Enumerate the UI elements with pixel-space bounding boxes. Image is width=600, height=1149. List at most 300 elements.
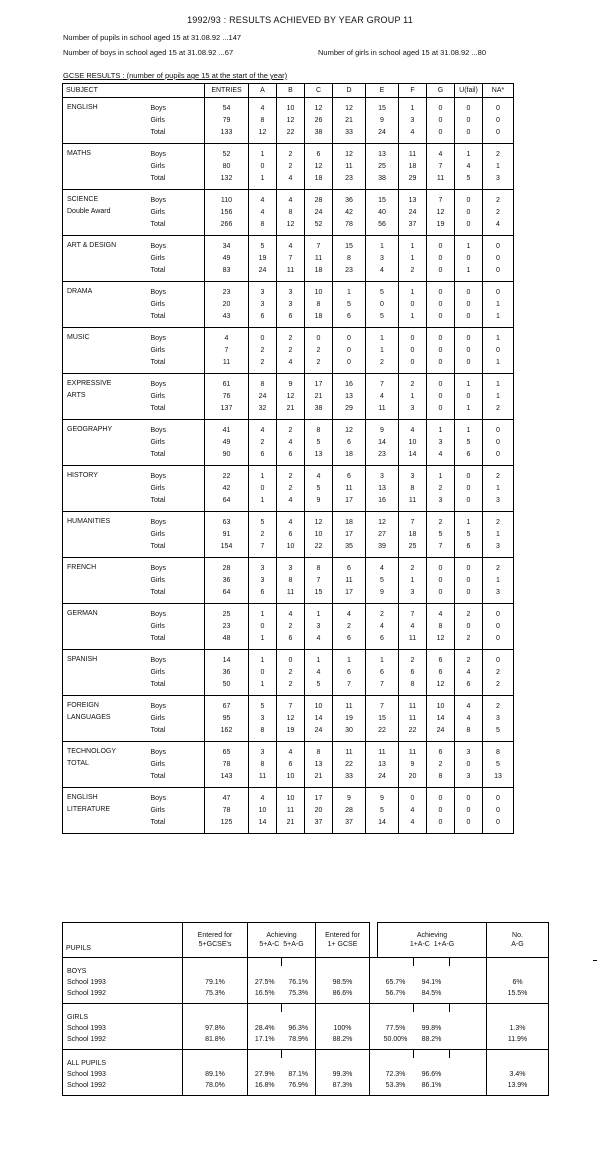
grade-d-cell: 36	[333, 190, 366, 207]
header-text: 5+A-G	[283, 941, 304, 948]
grade-g-cell: 0	[427, 236, 455, 253]
header-grade-c: C	[305, 84, 333, 98]
grade-f-cell: 4	[399, 126, 427, 144]
grade-c-cell: 1	[305, 604, 333, 621]
grade-a-cell: 1	[249, 678, 277, 696]
grade-b-cell: 11	[277, 586, 305, 604]
gender-label: Girls	[149, 620, 205, 632]
subject-name	[63, 604, 149, 650]
grade-d-cell: 17	[333, 528, 366, 540]
grade-f-cell: 2	[399, 558, 427, 575]
grade-f-cell: 0	[399, 344, 427, 356]
grade-c-cell: 13	[305, 758, 333, 770]
grade-e-cell: 2	[366, 604, 399, 621]
na-cell: 0	[483, 620, 514, 632]
u-fail-cell: 5	[455, 436, 483, 448]
grade-e-cell: 25	[366, 160, 399, 172]
grade-g-cell: 19	[427, 218, 455, 236]
gender-label: Boys	[149, 328, 205, 345]
grade-e-cell: 14	[366, 436, 399, 448]
grade-b-cell: 3	[277, 298, 305, 310]
grade-c-cell: 8	[305, 420, 333, 437]
grade-d-cell: 33	[333, 126, 366, 144]
grade-g-cell: 11	[427, 172, 455, 190]
grade-g-cell: 4	[427, 604, 455, 621]
entries-cell: 78	[205, 804, 249, 816]
grade-e-cell: 23	[366, 448, 399, 466]
grade-c-cell: 10	[305, 282, 333, 299]
subject-name	[63, 374, 149, 420]
grade-g-cell: 3	[427, 494, 455, 512]
grade-c-cell: 12	[305, 512, 333, 529]
gcse-results-label: GCSE RESULTS : (number of pupils age 15 at the start of the year)	[63, 71, 288, 80]
u-fail-cell: 0	[455, 816, 483, 834]
na-cell: 3	[483, 494, 514, 512]
subject-name	[63, 98, 149, 144]
achieving-5-ac-cell: 16.5%	[248, 988, 282, 1004]
grade-b-cell: 3	[277, 558, 305, 575]
grade-a-cell: 8	[249, 724, 277, 742]
grade-a-cell: 6	[249, 310, 277, 328]
subject-name-line: LANGUAGES	[67, 714, 111, 721]
grade-f-cell: 6	[399, 666, 427, 678]
subject-name-line: LITERATURE	[67, 806, 111, 813]
no-a-g-cell: 1.3%	[487, 1023, 549, 1034]
grade-c-cell: 18	[305, 172, 333, 190]
gender-label: Girls	[149, 574, 205, 586]
grade-c-cell: 52	[305, 218, 333, 236]
u-fail-cell: 1	[455, 420, 483, 437]
grade-a-cell: 32	[249, 402, 277, 420]
na-cell: 0	[483, 282, 514, 299]
entered-1-cell: 100%	[316, 1023, 370, 1034]
grade-a-cell: 3	[249, 282, 277, 299]
na-cell: 2	[483, 678, 514, 696]
grade-a-cell: 3	[249, 742, 277, 759]
grade-e-cell: 3	[366, 466, 399, 483]
grade-c-cell: 3	[305, 620, 333, 632]
subject-name-line: ENGLISH	[67, 104, 98, 111]
u-fail-cell: 6	[455, 448, 483, 466]
gender-label: Boys	[149, 144, 205, 161]
grade-e-cell: 27	[366, 528, 399, 540]
pupil-group-row	[63, 1058, 549, 1069]
na-cell: 0	[483, 236, 514, 253]
u-fail-cell: 0	[455, 126, 483, 144]
grade-c-cell: 18	[305, 264, 333, 282]
pupils-summary-table	[62, 922, 549, 1096]
entries-cell: 42	[205, 482, 249, 494]
na-cell: 1	[483, 298, 514, 310]
grade-c-cell: 26	[305, 114, 333, 126]
na-cell: 5	[483, 724, 514, 742]
na-cell: 1	[483, 528, 514, 540]
pupil-group-row	[63, 966, 549, 977]
na-cell: 1	[483, 390, 514, 402]
subject-row	[63, 282, 549, 299]
grade-g-cell: 0	[427, 298, 455, 310]
grade-c-cell: 5	[305, 482, 333, 494]
grade-b-cell: 6	[277, 448, 305, 466]
grade-b-cell: 4	[277, 742, 305, 759]
header-text: 1+A-G	[433, 941, 455, 948]
grade-d-cell: 4	[333, 604, 366, 621]
grade-e-cell: 24	[366, 770, 399, 788]
grade-a-cell: 6	[249, 586, 277, 604]
u-fail-cell: 0	[455, 758, 483, 770]
achieving-1-ac-cell: 56.7%	[378, 988, 414, 1004]
grade-f-cell: 11	[399, 696, 427, 713]
na-cell: 0	[483, 420, 514, 437]
na-cell: 0	[483, 264, 514, 282]
entries-cell: 76	[205, 390, 249, 402]
grade-e-cell: 13	[366, 758, 399, 770]
subject-name-line: TOTAL	[67, 760, 89, 767]
grade-a-cell: 2	[249, 344, 277, 356]
gender-label: Total	[149, 632, 205, 650]
gender-label: Total	[149, 816, 205, 834]
gender-label: Total	[149, 126, 205, 144]
gender-label: Boys	[149, 788, 205, 805]
grade-f-cell: 8	[399, 678, 427, 696]
grade-a-cell: 12	[249, 126, 277, 144]
u-fail-cell: 4	[455, 712, 483, 724]
grade-f-cell: 3	[399, 402, 427, 420]
pupil-group-name: ALL PUPILS	[63, 1058, 183, 1069]
grade-d-cell: 6	[333, 466, 366, 483]
subject-row	[63, 788, 549, 805]
u-fail-cell: 3	[455, 770, 483, 788]
grade-g-cell: 0	[427, 558, 455, 575]
grade-a-cell: 1	[249, 494, 277, 512]
grade-d-cell: 78	[333, 218, 366, 236]
entries-cell: 91	[205, 528, 249, 540]
grade-d-cell: 9	[333, 788, 366, 805]
gender-label: Total	[149, 448, 205, 466]
grade-e-cell: 5	[366, 282, 399, 299]
grade-d-cell: 17	[333, 586, 366, 604]
grade-a-cell: 0	[249, 666, 277, 678]
achieving-5-ac-cell: 17.1%	[248, 1034, 282, 1050]
header-u-fail: U(fail)	[455, 84, 483, 98]
na-cell: 0	[483, 436, 514, 448]
header-text: 1+A-C	[409, 941, 430, 948]
girls-count-line: Number of girls in school aged 15 at 31.08.92 ...80	[318, 48, 487, 57]
grade-b-cell: 12	[277, 390, 305, 402]
achieving-1-ac-cell: 72.3%	[385, 1071, 406, 1078]
entries-cell: 43	[205, 310, 249, 328]
grade-e-cell: 22	[366, 724, 399, 742]
grade-d-cell: 7	[333, 678, 366, 696]
grade-e-cell: 15	[366, 190, 399, 207]
grade-f-cell: 1	[399, 252, 427, 264]
grade-g-cell: 12	[427, 206, 455, 218]
grade-e-cell: 5	[366, 310, 399, 328]
grade-b-cell: 12	[277, 712, 305, 724]
entries-cell: 34	[205, 236, 249, 253]
grade-b-cell: 6	[277, 528, 305, 540]
gender-label: Boys	[149, 98, 205, 115]
subject-name-line: FOREIGN	[67, 702, 99, 709]
pupil-group-row	[63, 1012, 549, 1023]
grade-g-cell: 8	[427, 620, 455, 632]
u-fail-cell: 1	[455, 402, 483, 420]
grade-e-cell: 4	[366, 264, 399, 282]
entries-cell: 156	[205, 206, 249, 218]
u-fail-cell: 1	[455, 264, 483, 282]
grade-f-cell: 0	[399, 788, 427, 805]
grade-a-cell: 3	[249, 574, 277, 586]
grade-g-cell: 6	[427, 650, 455, 667]
grade-f-cell: 22	[399, 724, 427, 742]
grade-f-cell: 9	[399, 758, 427, 770]
na-cell: 0	[483, 816, 514, 834]
grade-e-cell: 2	[366, 356, 399, 374]
grade-f-cell: 1	[399, 574, 427, 586]
grade-e-cell: 3	[366, 252, 399, 264]
entries-cell: 54	[205, 98, 249, 115]
subject-name-line: SCIENCE	[67, 196, 99, 203]
grade-f-cell: 2	[399, 374, 427, 391]
grade-c-cell: 17	[305, 374, 333, 391]
grade-b-cell: 4	[277, 172, 305, 190]
grade-e-cell: 7	[366, 374, 399, 391]
grade-b-cell: 10	[277, 788, 305, 805]
grade-a-cell: 8	[249, 374, 277, 391]
grade-f-cell: 7	[399, 604, 427, 621]
gender-label: Boys	[149, 466, 205, 483]
grade-c-cell: 0	[305, 328, 333, 345]
grade-g-cell: 0	[427, 98, 455, 115]
u-fail-cell: 4	[455, 666, 483, 678]
no-a-g-cell: 13.9%	[487, 1080, 549, 1096]
grade-c-cell: 8	[305, 742, 333, 759]
header-grade-f: F	[399, 84, 427, 98]
grade-f-cell: 7	[399, 512, 427, 529]
pupil-data-row	[63, 1034, 549, 1050]
u-fail-cell: 1	[455, 374, 483, 391]
gender-label: Girls	[149, 528, 205, 540]
na-cell: 0	[483, 98, 514, 115]
gender-label: Total	[149, 264, 205, 282]
na-cell: 1	[483, 160, 514, 172]
entries-cell: 23	[205, 620, 249, 632]
subject-name	[63, 420, 149, 466]
grade-g-cell: 6	[427, 742, 455, 759]
subject-name	[63, 144, 149, 190]
achieving-5-ac-cell: 27.9%	[254, 1071, 275, 1078]
grade-d-cell: 1	[333, 650, 366, 667]
grade-e-cell: 9	[366, 788, 399, 805]
grade-g-cell: 12	[427, 632, 455, 650]
grade-g-cell: 4	[427, 448, 455, 466]
subject-name	[63, 742, 149, 788]
grade-a-cell: 14	[249, 816, 277, 834]
entries-cell: 52	[205, 144, 249, 161]
entered-5-cell: 75.3%	[183, 988, 248, 1004]
na-cell: 1	[483, 310, 514, 328]
header-text: 5+GCSE's	[198, 941, 232, 948]
grade-b-cell: 12	[277, 218, 305, 236]
achieving-5-ag-cell: 76.9%	[282, 1080, 316, 1096]
subject-row	[63, 190, 549, 207]
grade-f-cell: 4	[399, 816, 427, 834]
grade-b-cell: 4	[277, 436, 305, 448]
grade-c-cell: 21	[305, 770, 333, 788]
gender-label: Girls	[149, 758, 205, 770]
grade-d-cell: 6	[333, 666, 366, 678]
u-fail-cell: 0	[455, 252, 483, 264]
grade-b-cell: 4	[277, 604, 305, 621]
grade-g-cell: 0	[427, 126, 455, 144]
na-cell: 2	[483, 144, 514, 161]
entries-cell: 80	[205, 160, 249, 172]
grade-e-cell: 5	[366, 574, 399, 586]
grade-g-cell: 0	[427, 114, 455, 126]
entries-cell: 95	[205, 712, 249, 724]
achieving-1-ag-cell: 88.2%	[414, 1034, 450, 1050]
pupil-data-row	[63, 1069, 549, 1080]
subject-row	[63, 604, 549, 621]
grade-e-cell: 13	[366, 482, 399, 494]
grade-f-cell: 24	[399, 206, 427, 218]
subject-row	[63, 558, 549, 575]
na-cell: 0	[483, 448, 514, 466]
grade-d-cell: 23	[333, 172, 366, 190]
gender-label: Boys	[149, 650, 205, 667]
pupil-data-row	[63, 988, 549, 1004]
achieving-5-ag-cell: 76.1%	[282, 977, 316, 988]
na-cell: 0	[483, 788, 514, 805]
grade-b-cell: 21	[277, 816, 305, 834]
grade-b-cell: 6	[277, 632, 305, 650]
grade-f-cell: 3	[399, 466, 427, 483]
u-fail-cell: 0	[455, 190, 483, 207]
gender-label: Total	[149, 586, 205, 604]
achieving-5-ag-cell: 87.1%	[282, 1069, 316, 1080]
grade-f-cell: 0	[399, 356, 427, 374]
u-fail-cell: 0	[455, 586, 483, 604]
entries-cell: 49	[205, 252, 249, 264]
grade-b-cell: 4	[277, 356, 305, 374]
subject-name-line: MATHS	[67, 150, 91, 157]
pupils-header-row	[63, 923, 549, 958]
grade-g-cell: 8	[427, 770, 455, 788]
grade-b-cell: 22	[277, 126, 305, 144]
gender-label: Total	[149, 402, 205, 420]
achieving-1-ag-cell: 84.5%	[414, 988, 450, 1004]
pupil-group-name: GIRLS	[63, 1012, 183, 1023]
entries-cell: 110	[205, 190, 249, 207]
grade-f-cell: 11	[399, 712, 427, 724]
entries-cell: 83	[205, 264, 249, 282]
grade-b-cell: 10	[277, 540, 305, 558]
grade-f-cell: 1	[399, 98, 427, 115]
grade-d-cell: 18	[333, 448, 366, 466]
grade-a-cell: 1	[249, 466, 277, 483]
grade-e-cell: 5	[366, 804, 399, 816]
grade-e-cell: 11	[366, 402, 399, 420]
grade-e-cell: 1	[366, 328, 399, 345]
na-cell: 1	[483, 356, 514, 374]
grade-e-cell: 1	[366, 650, 399, 667]
grade-g-cell: 0	[427, 264, 455, 282]
pupil-data-row	[63, 1080, 549, 1096]
entries-cell: 137	[205, 402, 249, 420]
grade-g-cell: 0	[427, 574, 455, 586]
grade-d-cell: 29	[333, 402, 366, 420]
grade-c-cell: 5	[305, 678, 333, 696]
grade-g-cell: 0	[427, 804, 455, 816]
subject-name	[63, 328, 149, 374]
u-fail-cell: 6	[455, 540, 483, 558]
grade-c-cell: 13	[305, 448, 333, 466]
entered-1-cell: 99.3%	[316, 1069, 370, 1080]
grade-c-cell: 5	[305, 436, 333, 448]
grade-d-cell: 15	[333, 236, 366, 253]
grade-f-cell: 13	[399, 190, 427, 207]
header-na: NA*	[483, 84, 514, 98]
grade-b-cell: 4	[277, 494, 305, 512]
na-cell: 2	[483, 512, 514, 529]
header-entered-5	[183, 923, 248, 958]
grade-c-cell: 10	[305, 696, 333, 713]
subject-name-line: HISTORY	[67, 472, 98, 479]
gender-label: Girls	[149, 712, 205, 724]
achieving-5-ac-cell: 27.5%	[254, 979, 275, 986]
grade-d-cell: 21	[333, 114, 366, 126]
grade-f-cell: 0	[399, 298, 427, 310]
na-cell: 0	[483, 126, 514, 144]
grade-g-cell: 0	[427, 586, 455, 604]
achieving-1-ag-cell: 86.1%	[414, 1080, 450, 1096]
grade-e-cell: 4	[366, 558, 399, 575]
entries-cell: 23	[205, 282, 249, 299]
grade-d-cell: 13	[333, 390, 366, 402]
no-a-g-cell: 3.4%	[487, 1069, 549, 1080]
grade-d-cell: 0	[333, 328, 366, 345]
na-cell: 2	[483, 696, 514, 713]
subject-name-line: GEOGRAPHY	[67, 426, 113, 433]
grade-d-cell: 35	[333, 540, 366, 558]
entered-1-cell: 98.5%	[316, 977, 370, 988]
grade-c-cell: 15	[305, 586, 333, 604]
entries-cell: 79	[205, 114, 249, 126]
grade-b-cell: 2	[277, 482, 305, 494]
achieving-1-ac-cell: 65.7%	[385, 979, 406, 986]
grade-c-cell: 12	[305, 98, 333, 115]
grade-e-cell: 15	[366, 712, 399, 724]
grade-e-cell: 13	[366, 144, 399, 161]
gender-label: Girls	[149, 344, 205, 356]
na-cell: 3	[483, 586, 514, 604]
na-cell: 1	[483, 374, 514, 391]
grade-g-cell: 0	[427, 328, 455, 345]
grade-f-cell: 2	[399, 650, 427, 667]
gcse-results-table	[62, 83, 549, 834]
u-fail-cell: 0	[455, 114, 483, 126]
grade-f-cell: 11	[399, 632, 427, 650]
entries-cell: 14	[205, 650, 249, 667]
gender-label: Boys	[149, 374, 205, 391]
grade-f-cell: 37	[399, 218, 427, 236]
grade-a-cell: 8	[249, 218, 277, 236]
u-fail-cell: 0	[455, 574, 483, 586]
subject-row	[63, 328, 549, 345]
grade-g-cell: 0	[427, 390, 455, 402]
header-achieving-5	[248, 923, 316, 958]
u-fail-cell: 0	[455, 804, 483, 816]
